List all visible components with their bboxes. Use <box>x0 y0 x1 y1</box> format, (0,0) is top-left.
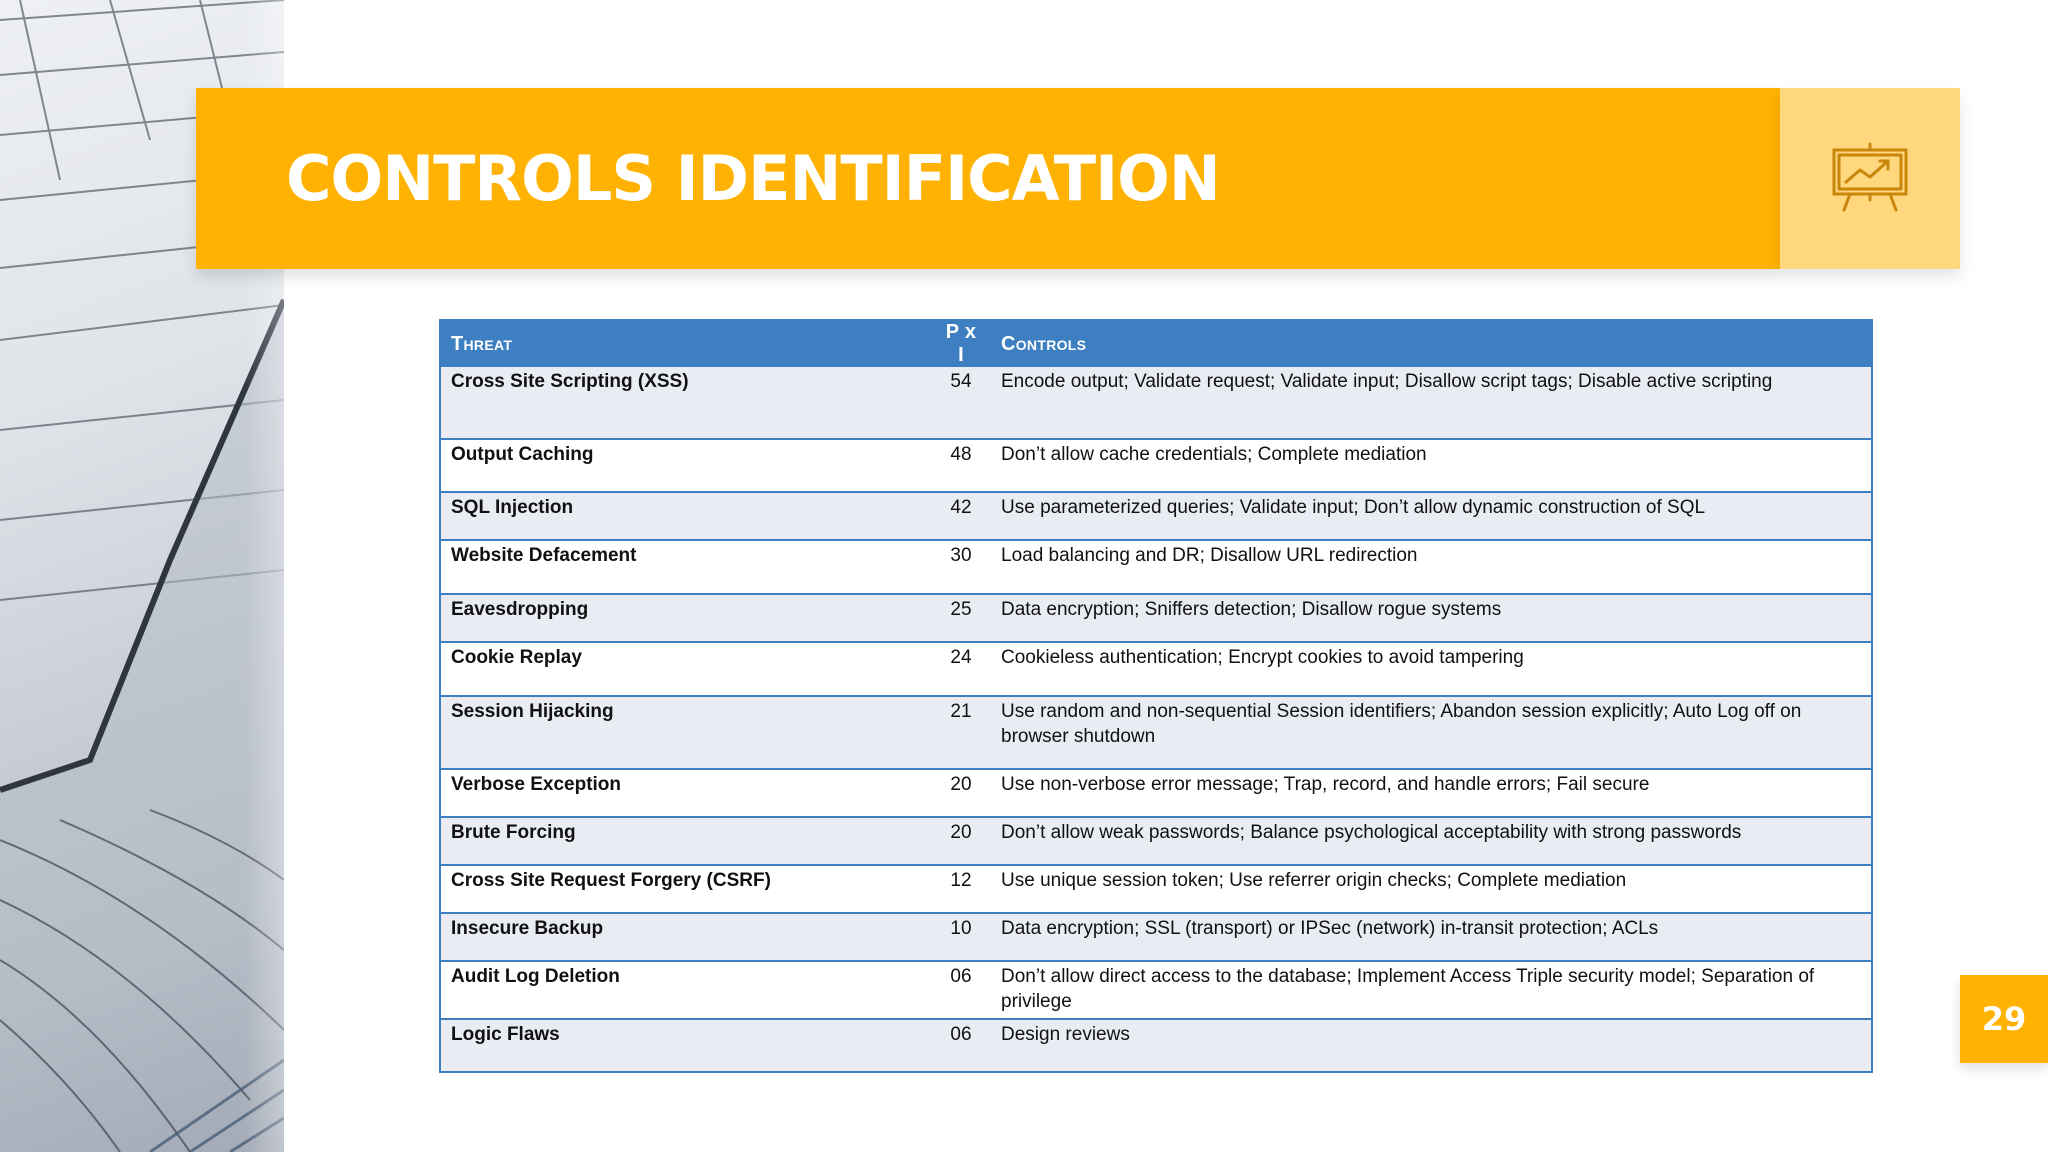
score-cell: 12 <box>931 865 991 913</box>
score-cell: 20 <box>931 817 991 865</box>
table-row <box>441 594 1871 642</box>
threat-cell: Brute Forcing <box>441 817 931 865</box>
score-cell: 30 <box>931 540 991 594</box>
controls-cell: Design reviews <box>991 1019 1871 1071</box>
controls-cell: Don’t allow direct access to the database; Implement Access Triple security model; Separation of privilege <box>991 961 1871 1019</box>
controls-cell: Data encryption; SSL (transport) or IPSec (network) in-transit protection; ACLs <box>991 913 1871 961</box>
header-pxi: P x I <box>931 321 991 367</box>
controls-cell: Don’t allow cache credentials; Complete mediation <box>991 439 1871 492</box>
controls-cell: Use non-verbose error message; Trap, record, and handle errors; Fail secure <box>991 769 1871 817</box>
table-row <box>441 913 1871 961</box>
threat-cell: Output Caching <box>441 439 931 492</box>
table-row <box>441 1019 1871 1071</box>
score-cell: 24 <box>931 642 991 696</box>
score-cell: 25 <box>931 594 991 642</box>
threat-cell: Cookie Replay <box>441 642 931 696</box>
table-row <box>441 540 1871 594</box>
table-row <box>441 696 1871 769</box>
threat-cell: Website Defacement <box>441 540 931 594</box>
table-header-row <box>441 321 1871 367</box>
score-cell: 42 <box>931 492 991 540</box>
score-cell: 54 <box>931 367 991 439</box>
threat-cell: SQL Injection <box>441 492 931 540</box>
score-cell: 20 <box>931 769 991 817</box>
controls-cell: Load balancing and DR; Disallow URL redirection <box>991 540 1871 594</box>
slide-title: CONTROLS IDENTIFICATION <box>286 142 1220 215</box>
controls-cell: Use random and non-sequential Session identifiers; Abandon session explicitly; Auto Log off on browser shutdown <box>991 696 1871 769</box>
threat-cell: Cross Site Scripting (XSS) <box>441 367 931 439</box>
score-cell: 21 <box>931 696 991 769</box>
controls-cell: Don’t allow weak passwords; Balance psychological acceptability with strong passwords <box>991 817 1871 865</box>
threat-cell: Verbose Exception <box>441 769 931 817</box>
table-row <box>441 769 1871 817</box>
controls-cell: Use unique session token; Use referrer origin checks; Complete mediation <box>991 865 1871 913</box>
threat-cell: Insecure Backup <box>441 913 931 961</box>
page-number: 29 <box>1960 975 2048 1063</box>
title-band <box>196 88 1780 269</box>
icon-box <box>1780 88 1960 269</box>
header-threat: Threat <box>441 321 931 367</box>
header-controls: Controls <box>991 321 1871 367</box>
controls-cell: Data encryption; Sniffers detection; Disallow rogue systems <box>991 594 1871 642</box>
table-row <box>441 865 1871 913</box>
table-row <box>441 439 1871 492</box>
score-cell: 48 <box>931 439 991 492</box>
table-row <box>441 492 1871 540</box>
table-row <box>441 817 1871 865</box>
threat-cell: Eavesdropping <box>441 594 931 642</box>
controls-table <box>439 319 1873 1073</box>
threat-cell: Audit Log Deletion <box>441 961 931 1019</box>
table-row <box>441 961 1871 1019</box>
threat-cell: Session Hijacking <box>441 696 931 769</box>
score-cell: 06 <box>931 961 991 1019</box>
score-cell: 06 <box>931 1019 991 1071</box>
controls-cell: Encode output; Validate request; Validate input; Disallow script tags; Disable active scripting <box>991 367 1871 439</box>
table-row <box>441 367 1871 439</box>
controls-cell: Cookieless authentication; Encrypt cookies to avoid tampering <box>991 642 1871 696</box>
score-cell: 10 <box>931 913 991 961</box>
threat-cell: Logic Flaws <box>441 1019 931 1071</box>
presentation-chart-icon <box>1830 140 1910 220</box>
threat-cell: Cross Site Request Forgery (CSRF) <box>441 865 931 913</box>
table-row <box>441 642 1871 696</box>
controls-cell: Use parameterized queries; Validate input; Don’t allow dynamic construction of SQL <box>991 492 1871 540</box>
